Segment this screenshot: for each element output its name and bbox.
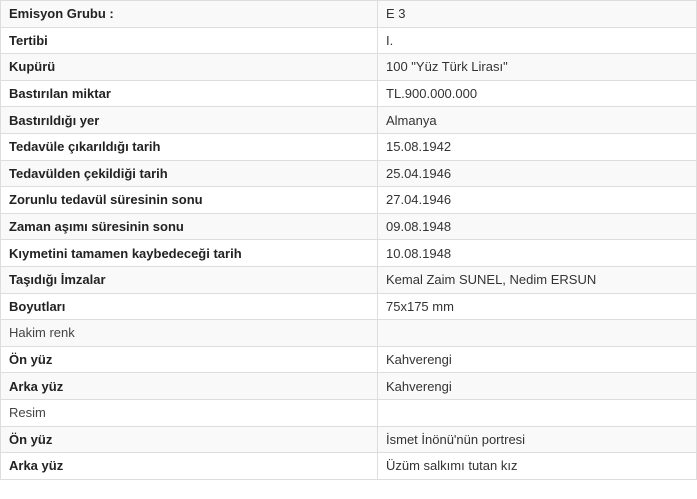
table-row: [1, 133, 697, 160]
field-value: 75x175 mm: [378, 293, 697, 320]
table-row: [1, 187, 697, 214]
table-row: [1, 213, 697, 240]
table-row: [1, 1, 697, 28]
field-label: Tertibi: [1, 27, 378, 54]
field-label: Bastırıldığı yer: [1, 107, 378, 134]
section-label: Resim: [1, 399, 378, 426]
table-row: [1, 80, 697, 107]
field-label: Tedavülden çekildiği tarih: [1, 160, 378, 187]
field-value: 10.08.1948: [378, 240, 697, 267]
field-value: TL.900.000.000: [378, 80, 697, 107]
table-row: [1, 27, 697, 54]
field-label: Arka yüz: [1, 373, 378, 400]
field-label: Zorunlu tedavül süresinin sonu: [1, 187, 378, 214]
field-label: Kupürü: [1, 54, 378, 81]
section-label: Hakim renk: [1, 320, 378, 347]
field-value: E 3: [378, 1, 697, 28]
section-row: [1, 399, 697, 426]
field-value: Kahverengi: [378, 373, 697, 400]
table-row: [1, 373, 697, 400]
table-row: [1, 266, 697, 293]
field-value: 100 "Yüz Türk Lirası": [378, 54, 697, 81]
field-value: 27.04.1946: [378, 187, 697, 214]
field-value: Kahverengi: [378, 346, 697, 373]
table-row: [1, 107, 697, 134]
table-row: [1, 426, 697, 453]
table-row: [1, 453, 697, 480]
section-row: [1, 320, 697, 347]
field-value: Üzüm salkımı tutan kız: [378, 453, 697, 480]
field-label: Kıymetini tamamen kaybedeceği tarih: [1, 240, 378, 267]
table-row: [1, 293, 697, 320]
field-value: 15.08.1942: [378, 133, 697, 160]
field-value: Kemal Zaim SUNEL, Nedim ERSUN: [378, 266, 697, 293]
field-value: 25.04.1946: [378, 160, 697, 187]
field-value: I.: [378, 27, 697, 54]
field-value: 09.08.1948: [378, 213, 697, 240]
field-label: Emisyon Grubu :: [1, 1, 378, 28]
table-row: [1, 54, 697, 81]
field-label: Tedavüle çıkarıldığı tarih: [1, 133, 378, 160]
field-label: Arka yüz: [1, 453, 378, 480]
table-row: [1, 346, 697, 373]
field-value: Almanya: [378, 107, 697, 134]
table-row: [1, 160, 697, 187]
field-label: Ön yüz: [1, 346, 378, 373]
table-row: [1, 240, 697, 267]
field-label: Bastırılan miktar: [1, 80, 378, 107]
field-label: Ön yüz: [1, 426, 378, 453]
table-body: [1, 1, 697, 480]
field-label: Taşıdığı İmzalar: [1, 266, 378, 293]
field-label: Boyutları: [1, 293, 378, 320]
field-label: Zaman aşımı süresinin sonu: [1, 213, 378, 240]
field-value: [378, 399, 697, 426]
field-value: İsmet İnönü'nün portresi: [378, 426, 697, 453]
field-value: [378, 320, 697, 347]
